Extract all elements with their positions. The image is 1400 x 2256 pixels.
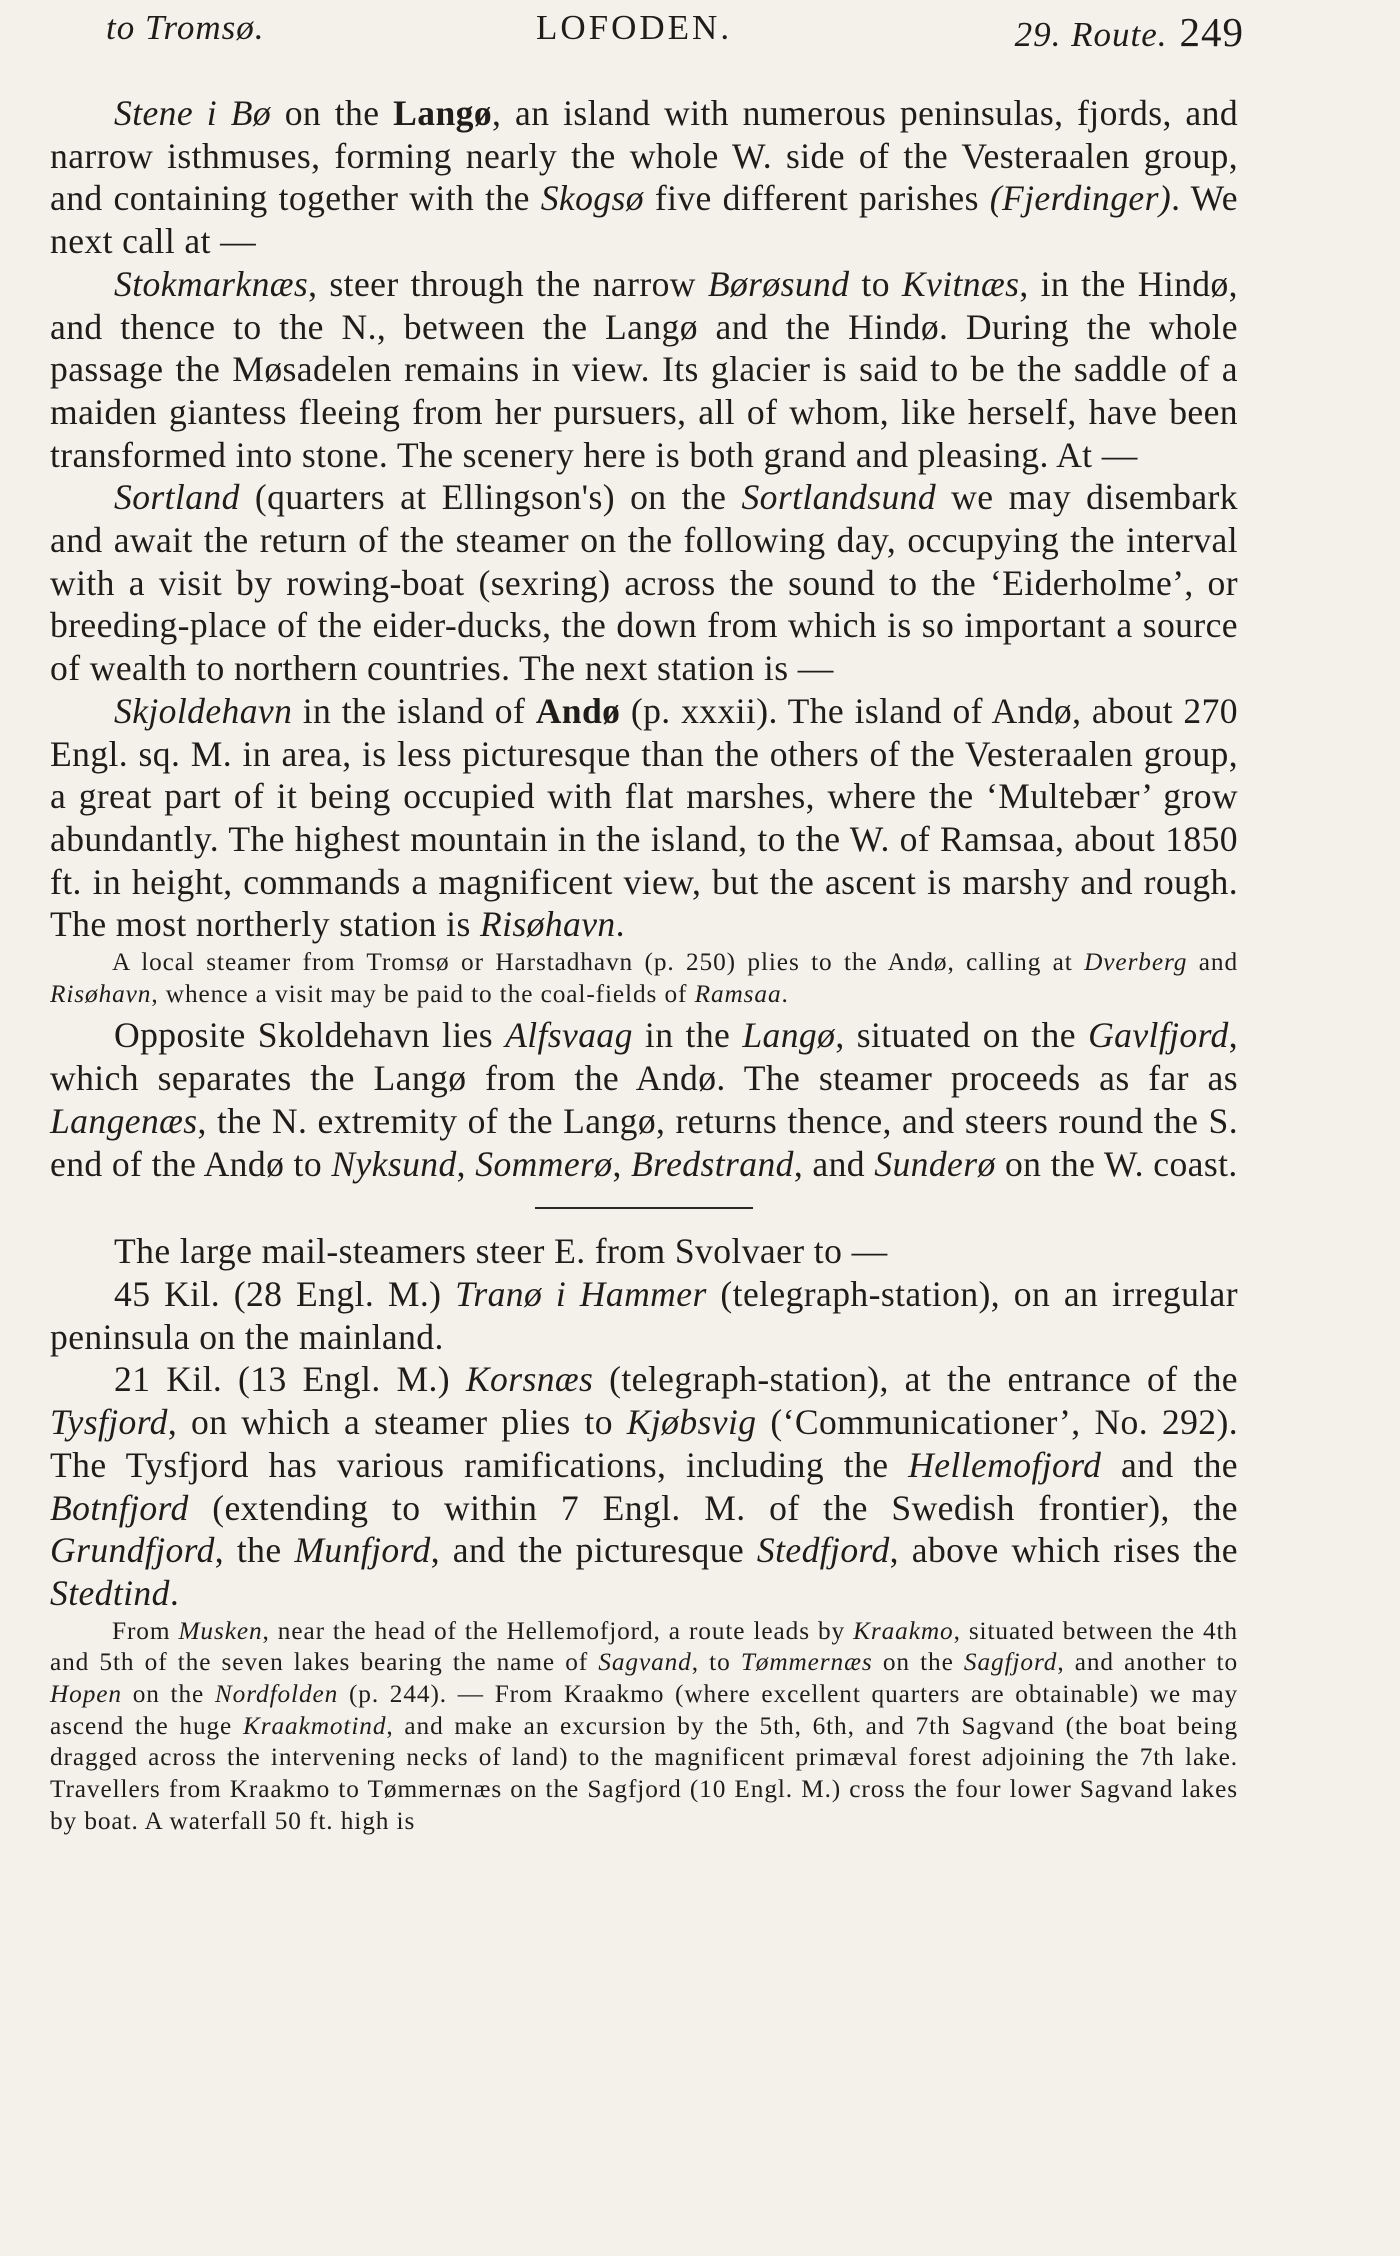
text-run: , in the Hindø, and thence to the N., between the Langø and the Hindø. During the whole passage the Møsadelen remains in view. Its glacier is said to be the saddle of a maiden giantess fleeing from her pursuers, all of whom, like herself, have been transformed into stone. The scenery here is both grand and pleasing. At — <box>50 263 1238 475</box>
text-run: From <box>112 1616 179 1645</box>
text-run: in the island of <box>292 690 536 731</box>
text-run: on the W. coast. <box>995 1143 1238 1184</box>
small-print-note <box>50 1616 1238 1838</box>
header-title: LOFODEN. <box>536 8 733 47</box>
text-run: , and another to <box>1057 1648 1238 1677</box>
italic-term: Grundfjord <box>50 1530 215 1571</box>
text-run: Opposite Skoldehavn lies <box>114 1015 506 1056</box>
italic-term: Hellemofjord <box>908 1444 1102 1485</box>
italic-term: Musken <box>178 1616 263 1645</box>
bold-term: Andø <box>535 690 621 731</box>
italic-term: Gavlfjord <box>1088 1015 1229 1056</box>
header-route: 29. Route. <box>1014 15 1168 54</box>
italic-term: Børøsund <box>707 263 850 304</box>
italic-term: Korsnæs <box>465 1359 594 1400</box>
text-run: , and <box>793 1143 875 1184</box>
italic-term: Kjøbsvig <box>626 1402 757 1443</box>
italic-term: Kvitnæs <box>901 263 1020 304</box>
italic-term: Stedtind <box>50 1572 170 1613</box>
text-run: we may disembark and await the return of the steamer on the following day, occupying the interval with a visit by rowing-boat (sexring) across the sound to the ‘Eiderholme’, or breeding-place of the eider-ducks, the down from which is so important a source of wealth to northern countries. The next station is — <box>50 477 1238 689</box>
text-run: , above which rises the <box>889 1530 1238 1571</box>
text-run: , <box>456 1143 476 1184</box>
italic-term: Stene i Bø <box>114 93 272 133</box>
text-run: (‘Communicationer’, No. 292). The Tysfjord has various ramifications, including the <box>50 1402 1238 1485</box>
italic-term: Risøhavn <box>480 904 616 945</box>
text-run: 21 Kil. (13 Engl. M.) <box>114 1359 466 1400</box>
italic-term: Kraakmotind <box>242 1711 387 1740</box>
italic-term: Sunderø <box>874 1143 996 1184</box>
text-run: . <box>781 979 789 1008</box>
paragraph <box>50 1014 1238 1185</box>
italic-term: Sagfjord <box>963 1648 1058 1677</box>
text-run: (quarters at Ellingson's) on the <box>239 477 742 518</box>
italic-term: Hopen <box>50 1680 122 1709</box>
paragraph <box>50 1273 1238 1358</box>
text-run: , situated on the <box>835 1015 1089 1056</box>
italic-term: Munfjord <box>294 1530 431 1571</box>
paragraph <box>50 690 1238 946</box>
italic-term: Sagvand <box>598 1648 692 1677</box>
italic-term: Botnfjord <box>50 1487 189 1528</box>
page-number: 249 <box>1179 9 1244 55</box>
italic-term: Sommerø <box>475 1143 613 1184</box>
italic-term: Tranø i Hammer <box>455 1273 707 1314</box>
text-run: on the <box>121 1680 215 1709</box>
text-run: 45 Kil. (28 Engl. M.) <box>114 1273 456 1314</box>
text-run: on the <box>872 1648 964 1677</box>
italic-term: Sortland <box>114 477 240 518</box>
text-run: The large mail-steamers steer E. from Svolvaer to — <box>114 1231 888 1272</box>
paragraph <box>50 92 1238 263</box>
italic-term: Skogsø <box>540 178 644 219</box>
italic-term: Tysfjord <box>50 1402 168 1443</box>
paragraph <box>50 1230 1238 1273</box>
small-print-note <box>50 947 1238 1010</box>
paragraph <box>50 1358 1238 1614</box>
italic-term: Stokmarknæs <box>114 263 309 304</box>
italic-term: Alfsvaag <box>505 1015 633 1056</box>
italic-term: Nyksund <box>331 1143 457 1184</box>
paragraph <box>50 476 1238 690</box>
text-run: , the N. extremity of the Langø, returns thence, and steers round the S. end of the Andø to <box>50 1100 1238 1184</box>
text-run: (extending to within 7 Engl. M. of the Swedish frontier), the <box>188 1487 1238 1528</box>
text-run: . We next call at — <box>50 178 1238 262</box>
text-run: five different parishes <box>643 178 990 219</box>
text-run: , the <box>214 1530 295 1571</box>
text-run: and the <box>1101 1444 1238 1485</box>
text-run: , to <box>691 1648 741 1677</box>
text-run: A local steamer from Tromsø or Harstadhavn (p. 250) plies to the Andø, calling at <box>112 948 1085 977</box>
text-run: , on which a steamer plies to <box>167 1402 627 1443</box>
italic-term: Bredstrand <box>631 1143 794 1184</box>
text-run: , whence a visit may be paid to the coal-fields of <box>151 979 695 1008</box>
text-run: on the <box>271 93 394 133</box>
section-divider <box>535 1207 753 1209</box>
text-run: , and the picturesque <box>430 1530 757 1571</box>
running-header <box>106 8 1244 58</box>
text-run: (telegraph-station), at the entrance of the <box>593 1359 1238 1400</box>
header-right <box>1015 8 1244 56</box>
text-run: . <box>169 1572 180 1613</box>
italic-term: Langenæs <box>50 1100 198 1141</box>
text-run: , steer through the narrow <box>308 263 708 304</box>
bold-term: Langø <box>393 93 493 133</box>
text-run: (p. xxxii). The island of Andø, about 270 Engl. sq. M. in area, is less picturesque than the others of the Vesteraalen group, a great part of it being occupied with flat marshes, where the ‘Multebær’ grow abundantly. The highest mountain in the island, to the W. of Ramsaa, about 1850 ft. in height, commands a magnificent view, but the ascent is marshy and rough. The most northerly station is <box>50 690 1238 945</box>
text-run: , which separates the Langø from the Andø. The steamer proceeds as far as <box>50 1015 1238 1099</box>
page-body <box>50 92 1238 1842</box>
italic-term: Tømmernæs <box>740 1648 873 1677</box>
italic-term: Risøhavn <box>50 979 152 1008</box>
text-run: , an island with numerous peninsulas, fjords, and narrow isthmuses, forming nearly the whole W. side of the Vesteraalen group, and containing together with the <box>50 93 1239 219</box>
text-run: , near the head of the Hellemofjord, a route leads by <box>262 1616 854 1645</box>
italic-term: Kraakmo <box>853 1616 954 1645</box>
italic-term: Dverberg <box>1084 948 1188 977</box>
text-run: to <box>849 263 902 304</box>
italic-term: Sortlandsund <box>741 477 937 518</box>
italic-term: Stedfjord <box>756 1530 890 1571</box>
text-run: (p. 244). — From Kraakmo (where excellent quarters are obtainable) we may ascend the huge <box>50 1680 1239 1740</box>
italic-term: Langø <box>742 1015 836 1056</box>
text-run: (telegraph-station), on an irregular peninsula on the mainland. <box>50 1273 1238 1357</box>
italic-term: Ramsaa <box>694 979 782 1008</box>
text-run: and <box>1187 948 1238 977</box>
text-run: , and make an excursion by the 5th, 6th, and 7th Sagvand (the boat being dragged across the intervening necks of land) to the magnificent primæval forest adjoining the 7th lake. Travellers from Kraakmo to Tømmernæs on the Sagfjord (10 Engl. M.) cross the four lower Sagvand lakes by boat. A waterfall 50 ft. high is <box>50 1711 1238 1835</box>
text-run: , situated between the 4th and 5th of the seven lakes bearing the name of <box>50 1616 1238 1677</box>
italic-term: (Fjerdinger) <box>989 178 1172 219</box>
italic-term: Nordfolden <box>214 1680 339 1709</box>
text-run: . <box>615 904 625 945</box>
text-run: in the <box>632 1015 743 1056</box>
text-run: , <box>612 1143 632 1184</box>
italic-term: Skjoldehavn <box>114 690 293 731</box>
paragraph <box>50 263 1238 477</box>
header-left: to Tromsø. <box>106 8 265 47</box>
